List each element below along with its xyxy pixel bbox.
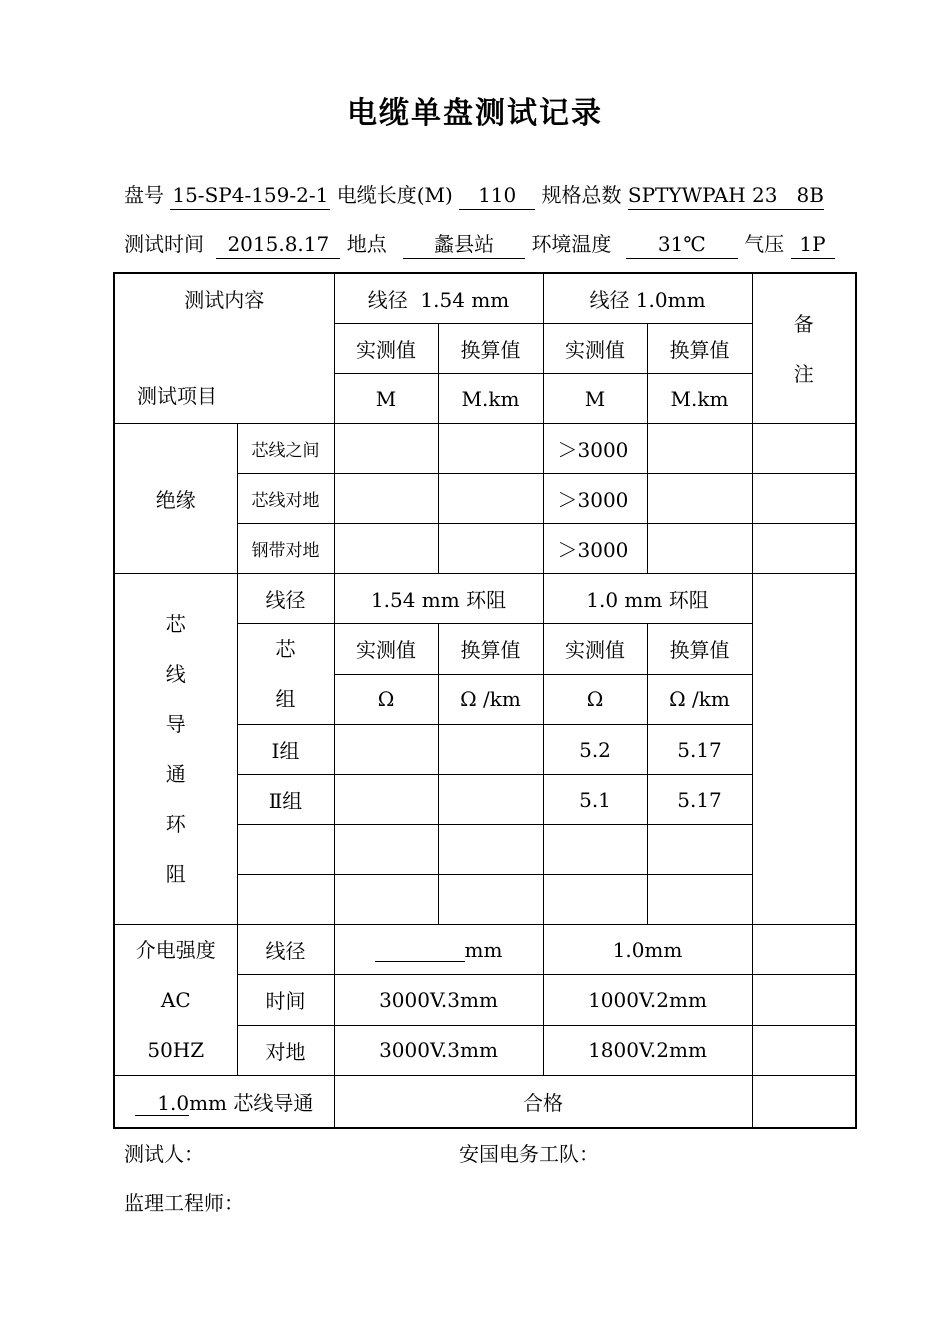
mm-unit: mm bbox=[464, 937, 503, 962]
spec-label: 规格总数 bbox=[541, 183, 622, 207]
group-label: Ⅰ组 bbox=[237, 725, 334, 775]
pressure-field[interactable]: 1P bbox=[791, 230, 835, 259]
header-diagonal-cell bbox=[114, 273, 334, 424]
blank-line[interactable] bbox=[375, 941, 465, 962]
unit-ohm-km: Ω /km bbox=[647, 674, 752, 725]
conduct-result[interactable]: 合格 bbox=[334, 1076, 752, 1129]
insulation-row-name: 芯线对地 bbox=[237, 474, 334, 524]
converted-header: 换算值 bbox=[438, 324, 543, 374]
loop-label-char: 芯 bbox=[165, 612, 186, 636]
dielectric-blank-mm[interactable] bbox=[334, 925, 543, 975]
unit-ohm: Ω bbox=[543, 674, 647, 725]
header-line-2 bbox=[124, 229, 835, 259]
unit-m: M bbox=[543, 374, 647, 424]
place-label: 地点 bbox=[346, 232, 387, 256]
converted-header: 换算值 bbox=[647, 324, 752, 374]
remark-char-2: 注 bbox=[793, 361, 814, 386]
remark-cell[interactable] bbox=[752, 975, 856, 1025]
insulation-value[interactable]: ＞3000 bbox=[543, 474, 647, 524]
loop-resistance-label bbox=[114, 574, 237, 925]
team-label: 安国电务工队： bbox=[459, 1142, 599, 1166]
dielectric-label bbox=[114, 925, 237, 1076]
table-cell[interactable] bbox=[438, 825, 543, 875]
loop-measured[interactable]: 5.2 bbox=[543, 725, 647, 775]
table-cell[interactable] bbox=[543, 875, 647, 925]
table-cell[interactable] bbox=[438, 524, 543, 574]
time-10-value[interactable]: 1000V.2mm bbox=[543, 975, 752, 1025]
table-cell[interactable] bbox=[334, 875, 438, 925]
insulation-row-name: 钢带对地 bbox=[237, 524, 334, 574]
unit-m: M bbox=[334, 374, 438, 424]
remark-char-1: 备 bbox=[793, 311, 814, 336]
loop-label-char: 阻 bbox=[165, 862, 186, 886]
length-label: 电缆长度(M) bbox=[336, 183, 453, 207]
remark-cell[interactable] bbox=[752, 925, 856, 975]
header-line-1 bbox=[124, 180, 824, 210]
dielectric-label-line: 50HZ bbox=[147, 1038, 205, 1062]
table-cell[interactable] bbox=[752, 474, 856, 524]
item-label: 测试项目 bbox=[137, 384, 217, 408]
temp-field[interactable]: 31℃ bbox=[626, 230, 738, 259]
content-label: 测试内容 bbox=[184, 288, 265, 312]
place-field[interactable]: 蠡县站 bbox=[403, 230, 525, 259]
table-cell[interactable] bbox=[334, 725, 438, 775]
loop-label-char: 导 bbox=[165, 712, 186, 736]
core-group-char: 芯 bbox=[275, 637, 296, 661]
wire-diameter-label: 线径 bbox=[237, 574, 334, 624]
table-cell[interactable] bbox=[752, 524, 856, 574]
remark-header bbox=[752, 273, 856, 424]
length-field[interactable]: 110 bbox=[459, 181, 535, 210]
time-row-label: 时间 bbox=[237, 975, 334, 1025]
loop-measured[interactable]: 5.1 bbox=[543, 775, 647, 825]
ground-row-label: 对地 bbox=[237, 1025, 334, 1075]
group-label: Ⅱ组 bbox=[237, 775, 334, 825]
table-cell[interactable] bbox=[647, 524, 752, 574]
page-title: 电缆单盘测试记录 bbox=[347, 96, 603, 131]
table-cell[interactable] bbox=[334, 825, 438, 875]
converted-header: 换算值 bbox=[647, 624, 752, 675]
measured-header: 实测值 bbox=[543, 324, 647, 374]
insulation-value[interactable]: ＞3000 bbox=[543, 424, 647, 474]
test-record-table bbox=[113, 272, 857, 1129]
measured-header: 实测值 bbox=[334, 324, 438, 374]
table-cell[interactable] bbox=[334, 775, 438, 825]
spec-field[interactable]: SPTYWPAH 23 8B bbox=[628, 181, 824, 210]
table-cell[interactable] bbox=[647, 424, 752, 474]
dielectric-label-line: AC bbox=[160, 988, 191, 1012]
diameter-10-header: 线径 1.0mm bbox=[543, 273, 752, 324]
table-cell[interactable] bbox=[647, 474, 752, 524]
insulation-row-name: 芯线之间 bbox=[237, 424, 334, 474]
table-cell[interactable] bbox=[438, 875, 543, 925]
table-cell[interactable] bbox=[647, 825, 752, 875]
time-154-value[interactable]: 3000V.3mm bbox=[334, 975, 543, 1025]
core-group-char: 组 bbox=[275, 687, 296, 711]
conduct-value[interactable]: 1.0 bbox=[135, 1091, 189, 1116]
loop-label-char: 线 bbox=[165, 662, 186, 686]
reel-label: 盘号 bbox=[124, 183, 164, 207]
loop-10-header: 1.0 mm 环阻 bbox=[543, 574, 752, 624]
unit-mkm: M.km bbox=[647, 374, 752, 424]
table-cell[interactable] bbox=[543, 825, 647, 875]
conduct-label-cell bbox=[114, 1076, 334, 1129]
remark-cell[interactable] bbox=[752, 1025, 856, 1075]
table-cell[interactable] bbox=[647, 875, 752, 925]
reel-no-field[interactable]: 15-SP4-159-2-1 bbox=[170, 181, 330, 210]
table-cell[interactable] bbox=[334, 474, 438, 524]
dielectric-10: 1.0mm bbox=[543, 925, 752, 975]
table-cell[interactable] bbox=[237, 875, 334, 925]
ground-10-value[interactable]: 1800V.2mm bbox=[543, 1025, 752, 1075]
remark-cell[interactable] bbox=[752, 1076, 856, 1129]
table-cell[interactable] bbox=[438, 775, 543, 825]
ground-154-value[interactable]: 3000V.3mm bbox=[334, 1025, 543, 1075]
insulation-value[interactable]: ＞3000 bbox=[543, 524, 647, 574]
unit-ohm: Ω bbox=[334, 674, 438, 725]
dielectric-label-line: 介电强度 bbox=[135, 938, 216, 962]
table-cell[interactable] bbox=[334, 524, 438, 574]
supervisor-label: 监理工程师： bbox=[124, 1191, 244, 1215]
dielectric-wire-label: 线径 bbox=[237, 925, 334, 975]
unit-ohm-km: Ω /km bbox=[438, 674, 543, 725]
loop-converted[interactable]: 5.17 bbox=[647, 775, 752, 825]
loop-label-char: 通 bbox=[165, 762, 186, 786]
pressure-label: 气压 bbox=[744, 232, 785, 256]
core-group-label bbox=[237, 624, 334, 725]
loop-label-char: 环 bbox=[165, 812, 186, 836]
table-cell[interactable] bbox=[438, 474, 543, 524]
remark-cell[interactable] bbox=[752, 574, 856, 925]
diameter-154-header: 线径 1.54 mm bbox=[334, 273, 543, 324]
loop-converted[interactable]: 5.17 bbox=[647, 725, 752, 775]
table-cell[interactable] bbox=[752, 424, 856, 474]
temp-label: 环境温度 bbox=[531, 232, 612, 256]
table-cell[interactable] bbox=[237, 825, 334, 875]
table-cell[interactable] bbox=[438, 725, 543, 775]
measured-header: 实测值 bbox=[543, 624, 647, 675]
conduct-label: mm 芯线导通 bbox=[189, 1091, 314, 1115]
table-cell[interactable] bbox=[438, 424, 543, 474]
loop-154-header: 1.54 mm 环阻 bbox=[334, 574, 543, 624]
unit-mkm: M.km bbox=[438, 374, 543, 424]
insulation-label: 绝缘 bbox=[114, 424, 237, 574]
measured-header: 实测值 bbox=[334, 624, 438, 675]
table-cell[interactable] bbox=[334, 424, 438, 474]
tester-label: 测试人： bbox=[124, 1142, 204, 1166]
converted-header: 换算值 bbox=[438, 624, 543, 675]
time-label: 测试时间 bbox=[124, 232, 204, 256]
time-field[interactable]: 2015.8.17 bbox=[216, 230, 340, 259]
